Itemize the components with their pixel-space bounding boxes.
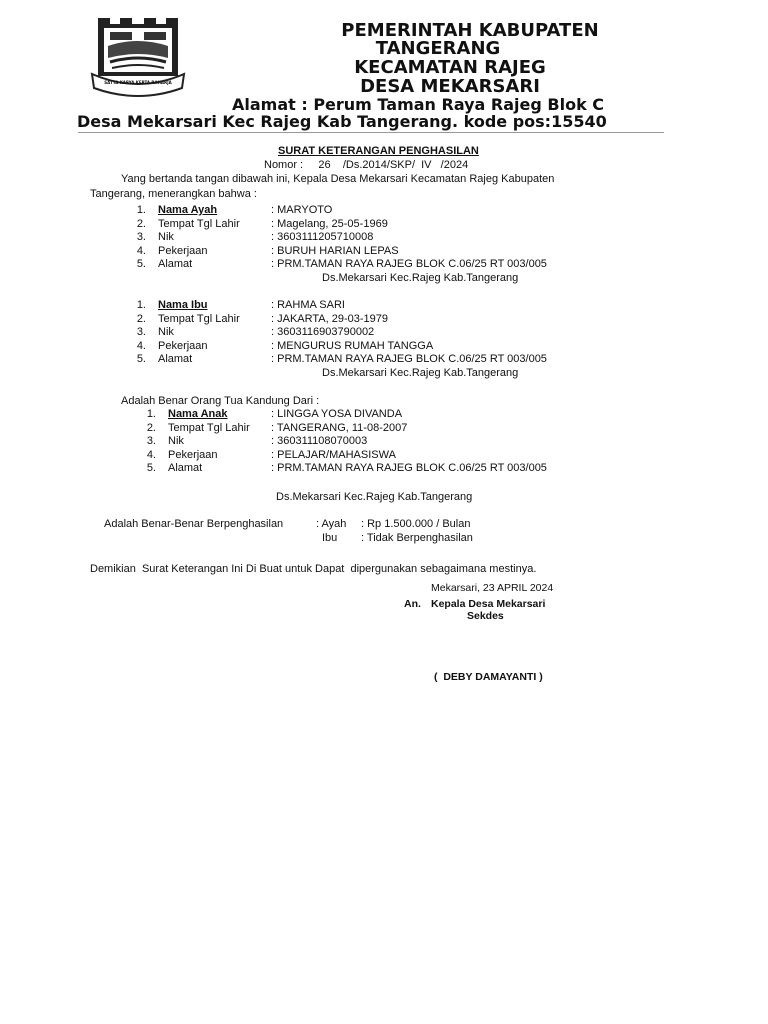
field-label: Nik [158,326,174,338]
row-number: 2. [136,217,146,230]
field-value: : JAKARTA, 29-03-1979 [271,312,388,325]
field-label: Nama Anak [168,408,228,420]
logo-emblem-icon [90,18,186,102]
place-date: Mekarsari, 23 APRIL 2024 [431,582,554,594]
field-label: Alamat [168,462,203,474]
field-value: : PRM.TAMAN RAYA RAJEG BLOK C.06/25 RT 003/005 [271,258,547,270]
field-value: : RAHMA SARI [271,299,345,311]
field-value: : 360311108070003 [271,435,368,447]
header-divider [78,132,664,133]
income-mother-label: Ibu [322,532,338,544]
field-value: : PRM.TAMAN RAYA RAJEG BLOK C.06/25 RT 003/005 [271,353,547,365]
row-number: 1. [136,299,146,311]
field-label: Pekerjaan [168,448,218,461]
letter-number: Nomor : 26 /Ds.2014/SKP/ IV /2024 [264,159,469,171]
header-line-3: KECAMATAN RAJEG [354,57,546,78]
field-label: Pekerjaan [158,244,208,257]
signer-name: ( DEBY DAMAYANTI ) [434,671,543,683]
income-father-value: : Rp 1.500.000 / Bulan [361,518,471,530]
field-label: Alamat [158,258,193,270]
child-details [140,408,660,478]
field-value: Ds.Mekarsari Kec.Rajeg Kab.Tangerang [322,271,519,284]
field-label: Tempat Tgl Lahir [168,421,250,434]
row-number: 5. [146,462,156,474]
child-intro: Adalah Benar Orang Tua Kandung Dari : [121,395,320,407]
signer-sub: Sekdes [467,610,504,622]
row-number: 4. [136,244,146,257]
row-number: 2. [136,312,146,325]
income-intro: Adalah Benar-Benar Berpenghasilan [104,518,284,530]
income-father-label: : Ayah [316,518,347,530]
intro-line-1: Yang bertanda tangan dibawah ini, Kepala Desa Mekarsari Kecamatan Rajeg Kabupaten [121,173,555,185]
row-number: 5. [136,258,146,270]
row-number: 3. [146,435,156,447]
father-details [130,204,650,284]
closing-statement: Demikian Surat Keterangan Ini Di Buat untuk Dapat dipergunakan sebagaimana mestinya. [90,563,537,575]
row-number: 4. [146,448,156,461]
field-value: : 3603116903790002 [271,326,375,338]
intro-line-2: Tangerang, menerangkan bahwa : [90,188,257,200]
field-label: Tempat Tgl Lahir [158,312,240,325]
income-mother-value: : Tidak Berpenghasilan [361,532,473,544]
mother-details [130,299,650,379]
regency-logo [90,18,186,102]
field-label: Tempat Tgl Lahir [158,217,240,230]
header-line-4: DESA MEKARSARI [360,76,540,97]
field-value: : TANGERANG, 11-08-2007 [271,421,408,434]
row-number: 5. [136,353,146,365]
signer-title: Kepala Desa Mekarsari [431,598,546,610]
field-label: Nik [158,231,174,243]
logo-motto: SATYA KARYA KERTA RAHARJA [104,80,172,85]
row-number: 3. [136,326,146,338]
row-number: 1. [136,204,146,216]
header-address-1: Alamat : Perum Taman Raya Rajeg Blok C [232,95,605,114]
header-address-2: Desa Mekarsari Kec Rajeg Kab Tangerang. kode pos:15540 [77,112,607,131]
field-label: Pekerjaan [158,339,208,352]
letter-title: SURAT KETERANGAN PENGHASILAN [278,145,479,157]
row-number: 3. [136,231,146,243]
field-value: : MENGURUS RUMAH TANGGA [271,339,434,352]
field-value: Ds.Mekarsari Kec.Rajeg Kab.Tangerang [322,366,519,379]
field-value: : PELAJAR/MAHASISWA [271,448,396,461]
child-address-cont: Ds.Mekarsari Kec.Rajeg Kab.Tangerang [276,491,473,503]
field-value: : LINGGA YOSA DIVANDA [271,408,403,420]
field-value: : BURUH HARIAN LEPAS [271,244,399,257]
header-line-2: TANGERANG [375,38,501,59]
row-number: 2. [146,421,156,434]
field-label: Nik [168,435,184,447]
field-value: : PRM.TAMAN RAYA RAJEG BLOK C.06/25 RT 003/005 [271,462,547,474]
header-line-1: PEMERINTAH KABUPATEN [341,20,599,41]
row-number: 1. [146,408,156,420]
field-value: : MARYOTO [271,204,333,216]
field-value: : 3603111205710008 [271,231,374,243]
row-number: 4. [136,339,146,352]
field-value: : Magelang, 25-05-1969 [271,217,388,230]
field-label: Nama Ibu [158,299,208,311]
field-label: Nama Ayah [158,204,218,216]
field-label: Alamat [158,353,193,365]
signer-an: An. [404,598,421,610]
